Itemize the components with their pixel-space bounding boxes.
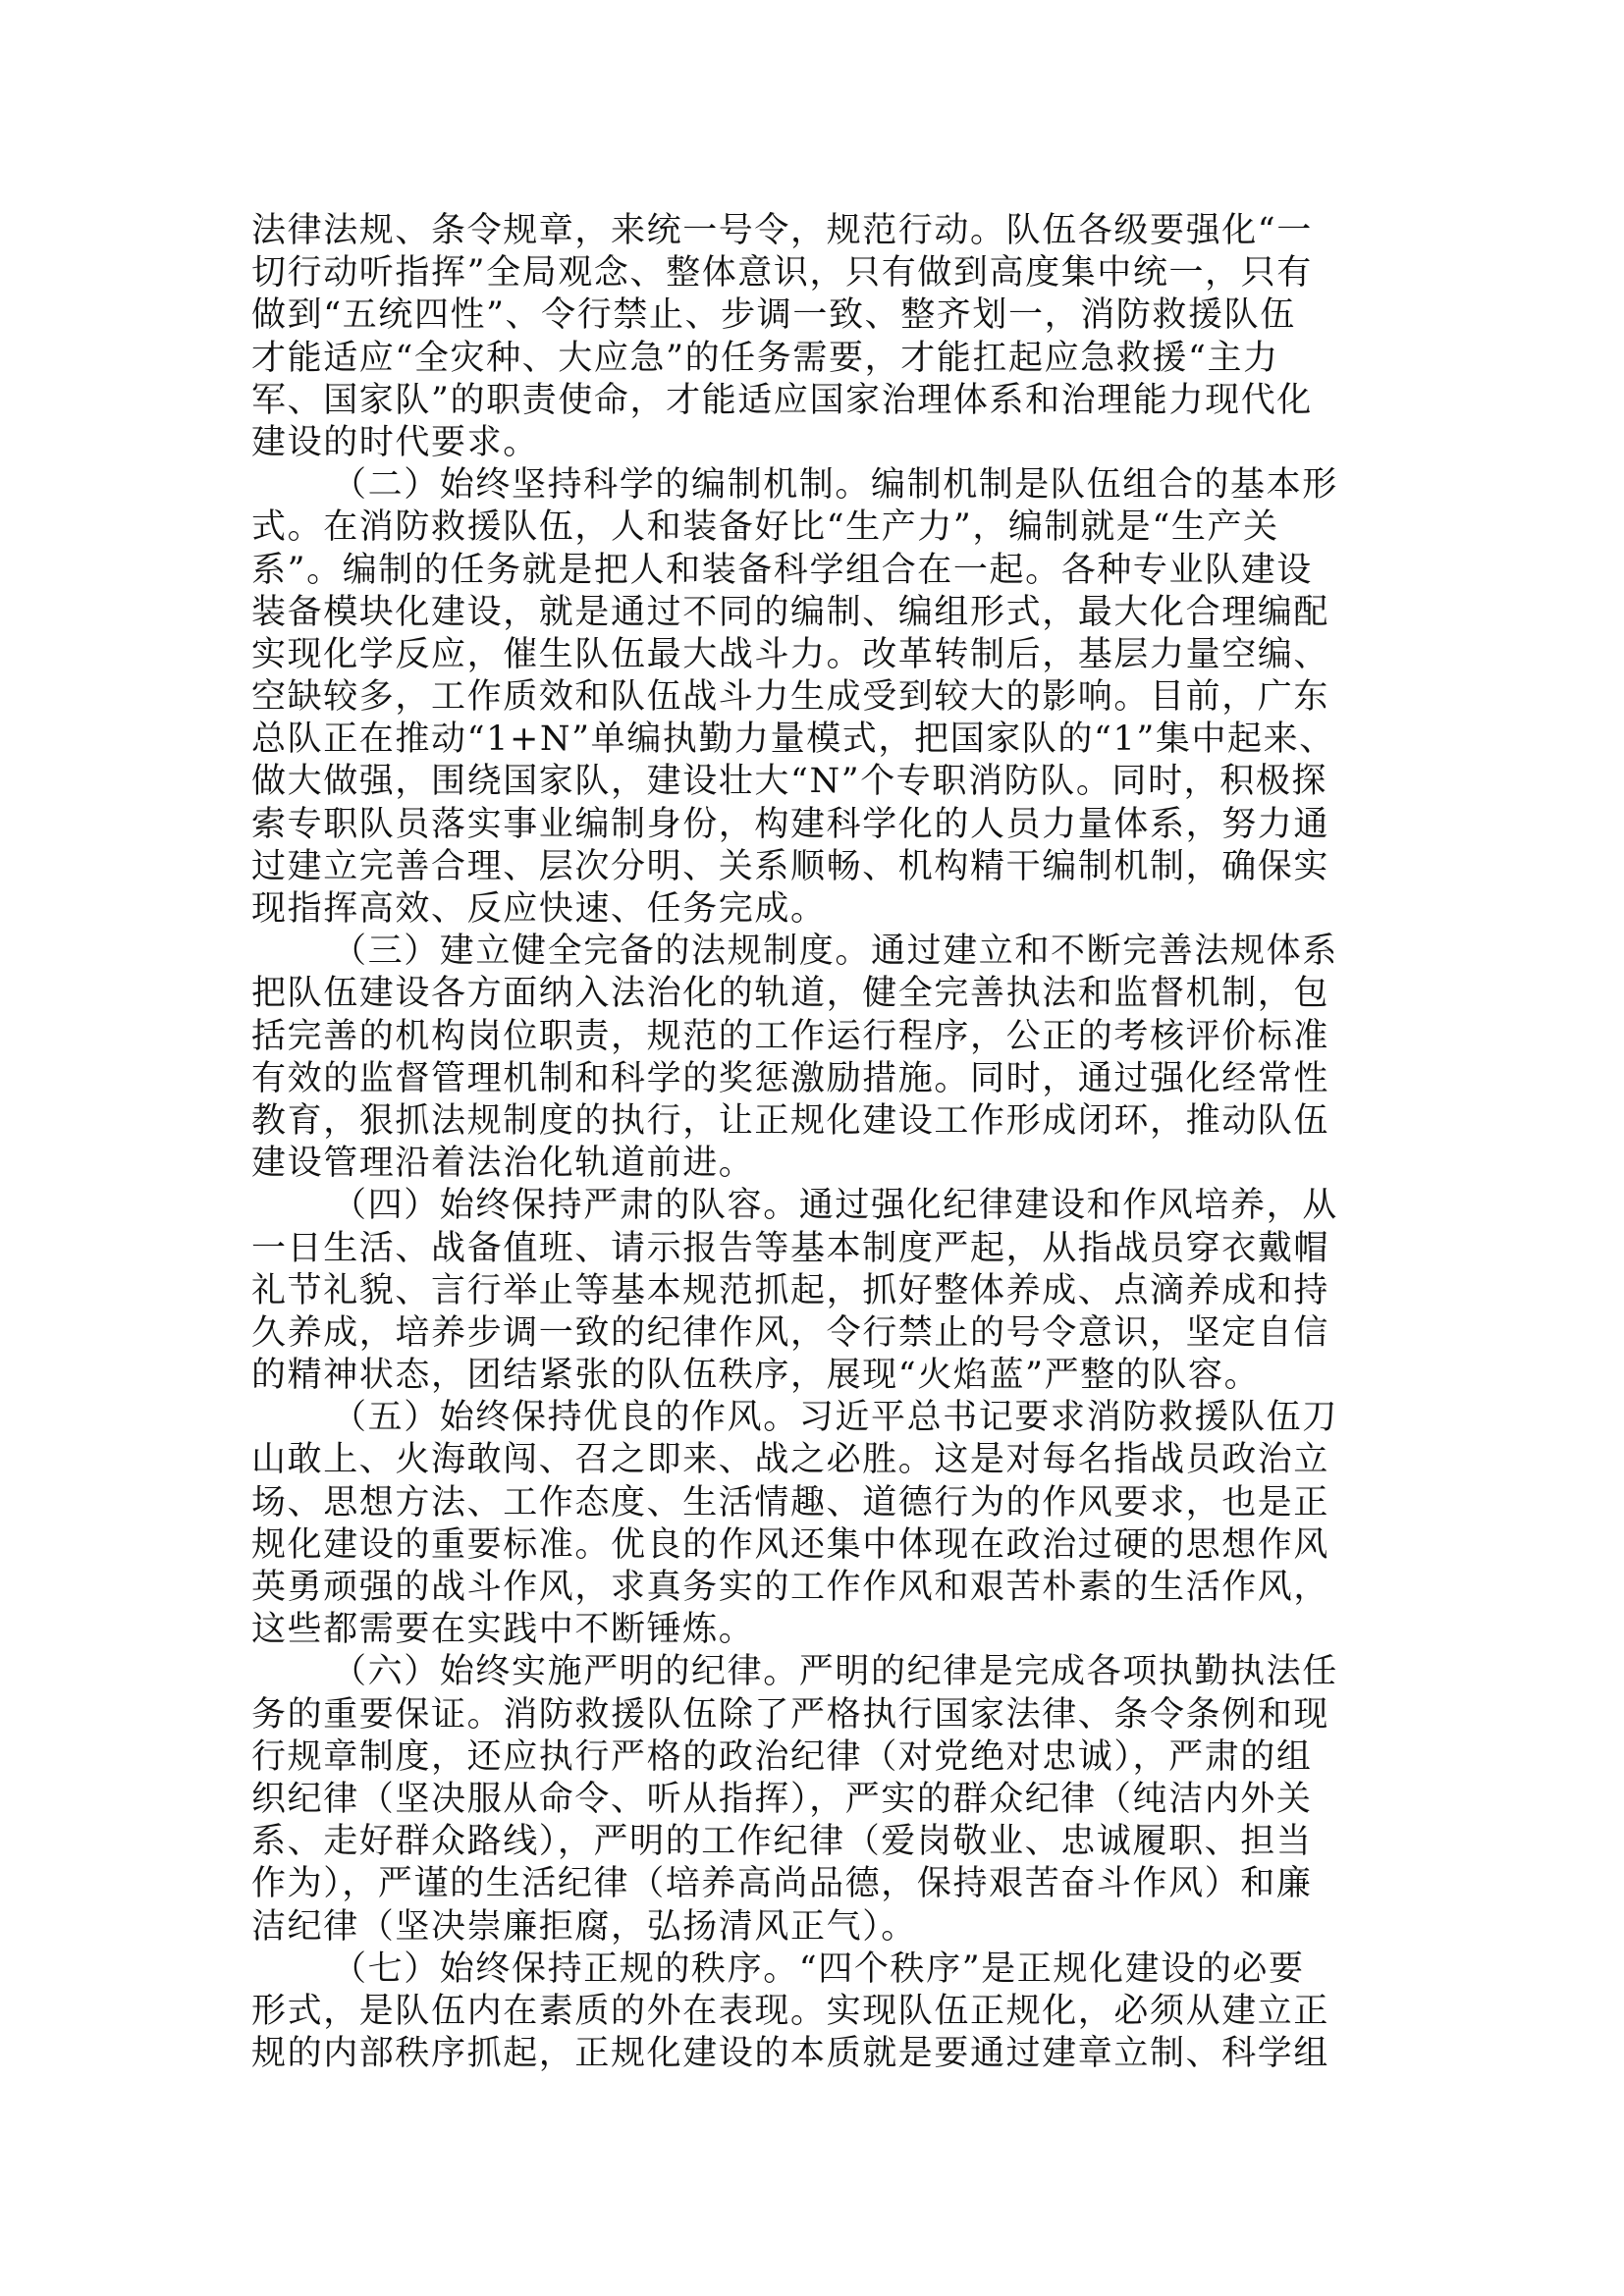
text-line: 英勇顽强的战斗作风，求真务实的工作作风和艰苦朴素的生活作风，: [251, 1568, 1330, 1607]
body-text: [251, 210, 1410, 2075]
text-line: 做到“五统四性”、令行禁止、步调一致、整齐划一，消防救援队伍: [251, 295, 1296, 336]
paragraph-4-first-line: （四）始终保持严肃的队容。通过强化纪律建设和作风培养，从: [332, 1186, 1338, 1226]
text-line: 行规章制度，还应执行严格的政治纪律（对党绝对忠诚），严肃的组: [251, 1736, 1313, 1777]
paragraph-6-first-line: （六）始终实施严明的纪律。严明的纪律是完成各项执勤执法任: [332, 1652, 1338, 1692]
text-line: 有效的监督管理机制和科学的奖惩激励措施。同时，通过强化经常性: [251, 1058, 1330, 1098]
text-line: 现指挥高效、反应快速、任务完成。: [251, 889, 827, 929]
paragraph-5-first-line: （五）始终保持优良的作风。习近平总书记要求消防救援队伍刀: [332, 1398, 1338, 1438]
text-line: 织纪律（坚决服从命令、听从指挥），严实的群众纪律（纯洁内外关: [251, 1779, 1313, 1819]
paragraph-3-first-line: （三）建立健全完备的法规制度。通过建立和不断完善法规体系: [332, 932, 1338, 972]
text-line: 索专职队员落实事业编制身份，构建科学化的人员力量体系，努力通: [251, 804, 1330, 844]
text-line: 务的重要保证。消防救援队伍除了严格执行国家法律、条令条例和现: [251, 1694, 1330, 1735]
text-line: 过建立完善合理、层次分明、关系顺畅、机构精干编制机制，确保实: [251, 846, 1330, 886]
text-line: 实现化学反应，催生队伍最大战斗力。改革转制后，基层力量空编、: [251, 634, 1330, 674]
text-line: 洁纪律（坚决崇廉拒腐，弘扬清风正气）。: [251, 1906, 917, 1947]
text-line: 把队伍建设各方面纳入法治化的轨道，健全完善执法和监督机制，包: [251, 974, 1330, 1014]
text-line: 规化建设的重要标准。优良的作风还集中体现在政治过硬的思想作风: [251, 1524, 1330, 1565]
paragraph-2-first-line: （二）始终坚持科学的编制机制。编制机制是队伍组合的基本形: [332, 465, 1338, 506]
text-line: 系”。编制的任务就是把人和装备科学组合在一起。各种专业队建设: [251, 550, 1313, 590]
text-line: 建设的时代要求。: [251, 422, 539, 462]
text-line: 的精神状态，团结紧张的队伍秩序，展现“火焰蓝”严整的队容。: [251, 1356, 1261, 1396]
text-line: 空缺较多，工作质效和队伍战斗力生成受到较大的影响。目前，广东: [251, 677, 1330, 718]
text-line: 系、走好群众路线），严明的工作纪律（爱岗敬业、忠诚履职、担当: [251, 1822, 1313, 1862]
text-line: 场、思想方法、工作态度、生活情趣、道德行为的作风要求，也是正: [251, 1482, 1330, 1522]
text-line: 建设管理沿着法治化轨道前进。: [251, 1144, 755, 1184]
text-line: 规的内部秩序抓起，正规化建设的本质就是要通过建章立制、科学组: [251, 2034, 1330, 2074]
text-line: 括完善的机构岗位职责，规范的工作运行程序，公正的考核评价标准: [251, 1016, 1330, 1056]
text-line: 教育，狠抓法规制度的执行，让正规化建设工作形成闭环，推动队伍: [251, 1100, 1330, 1141]
text-line: 这些都需要在实践中不断锤炼。: [251, 1610, 755, 1650]
text-line: 山敢上、火海敢闯、召之即来、战之必胜。这是对每名指战员政治立: [251, 1440, 1330, 1480]
text-line: 礼节礼貌、言行举止等基本规范抓起，抓好整体养成、点滴养成和持: [251, 1270, 1330, 1310]
text-line: 法律法规、条令规章，来统一号令，规范行动。队伍各级要强化“一: [251, 211, 1313, 250]
text-line: 总队正在推动“1+N”单编执勤力量模式，把国家队的“1”集中起来、: [251, 720, 1335, 760]
paragraph-7-first-line: （七）始终保持正规的秩序。“四个秩序”是正规化建设的必要: [332, 1949, 1305, 1989]
text-line: 才能适应“全灾种、大应急”的任务需要，才能扛起应急救援“主力: [251, 338, 1279, 378]
text-line: 一日生活、战备值班、请示报告等基本制度严起，从指战员穿衣戴帽: [251, 1228, 1330, 1268]
text-line: 式。在消防救援队伍，人和装备好比“生产力”，编制就是“生产关: [251, 507, 1279, 548]
text-line: 做大做强，围绕国家队，建设壮大“N”个专职消防队。同时，积极探: [251, 762, 1328, 802]
text-line: 久养成，培养步调一致的纪律作风，令行禁止的号令意识，坚定自信: [251, 1312, 1330, 1353]
text-line: 形式，是队伍内在素质的外在表现。实现队伍正规化，必须从建立正: [251, 1991, 1330, 2031]
text-line: 装备模块化建设，就是通过不同的编制、编组形式，最大化合理编配: [251, 592, 1330, 632]
text-line: 军、国家队”的职责使命，才能适应国家治理体系和治理能力现代化: [251, 380, 1313, 420]
text-line: 作为），严谨的生活纪律（培养高尚品德，保持艰苦奋斗作风）和廉: [251, 1864, 1313, 1904]
text-line: 切行动听指挥”全局观念、整体意识，只有做到高度集中统一，只有: [251, 253, 1313, 294]
